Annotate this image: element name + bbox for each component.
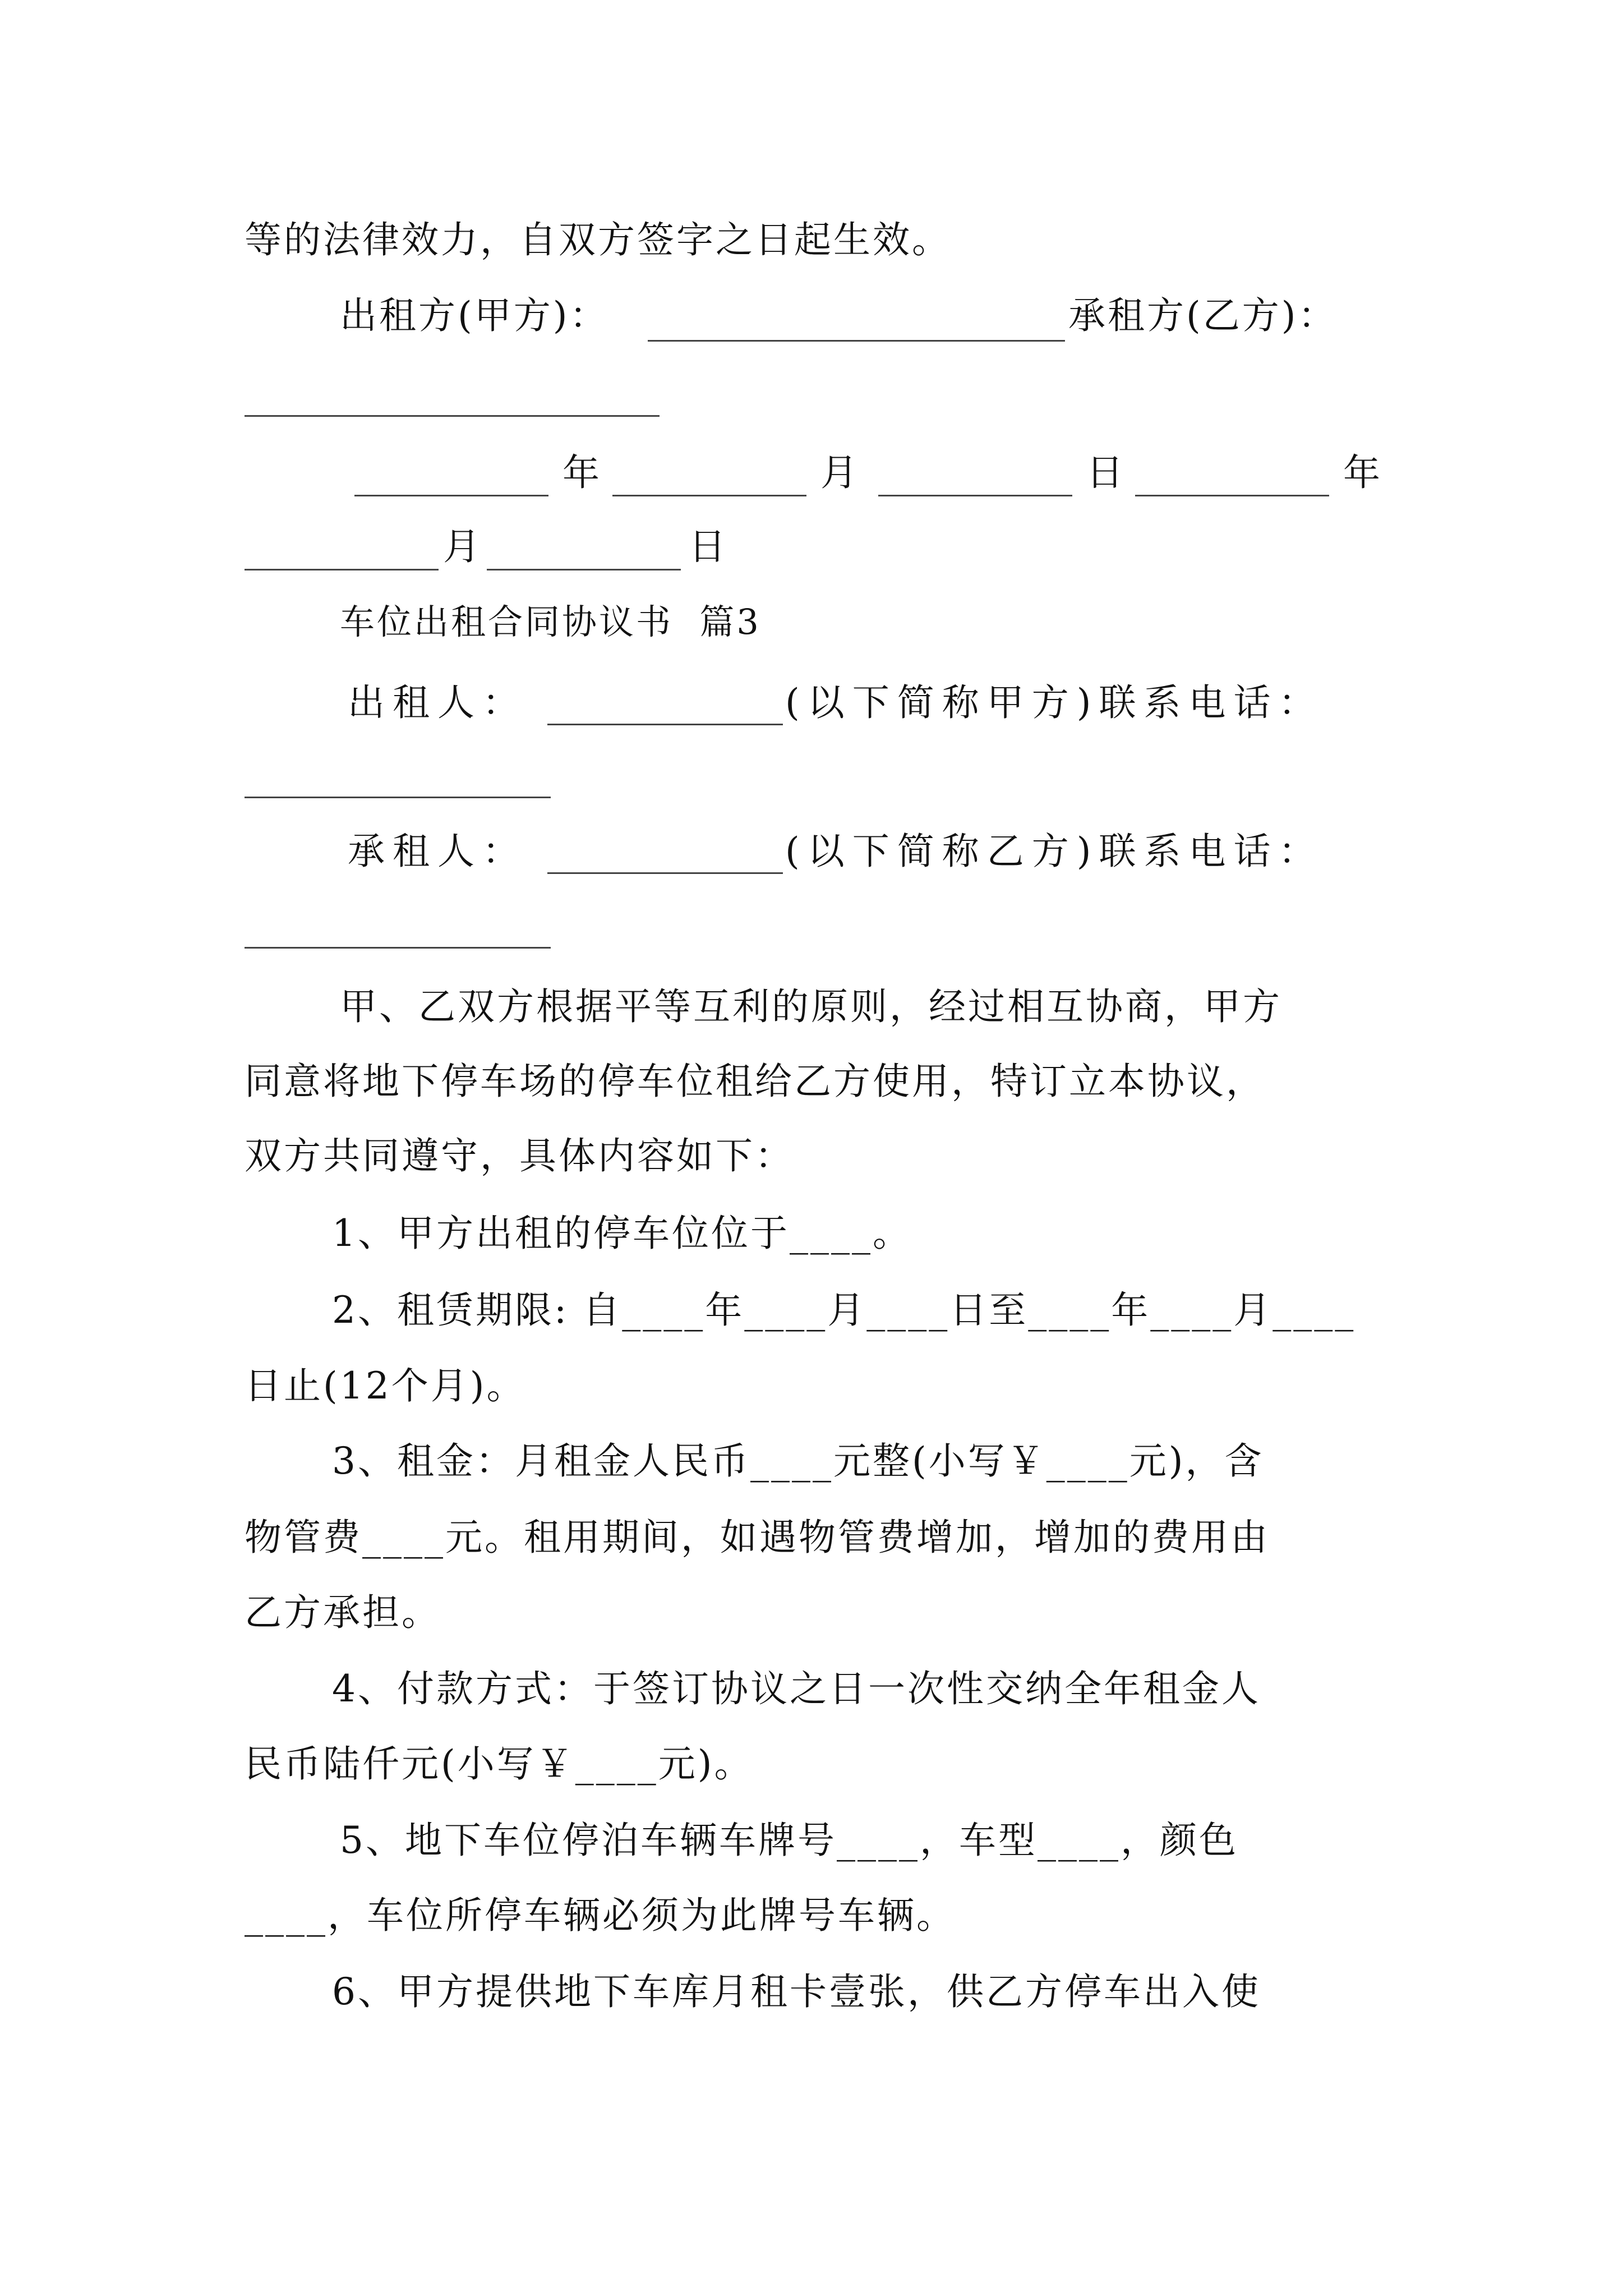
clause-3-cont-1: 物管费____元。租用期间，如遇物管费增加，增加的费用由 (245, 1516, 1270, 1559)
body-line-13: 双方共同遵守，具体内容如下： (245, 1134, 794, 1177)
clause-4-cont: 民币陆仟元(小写￥____元)。 (245, 1742, 754, 1786)
day-label-2: 日 (689, 525, 728, 568)
lessee-person-blank (547, 872, 783, 874)
year-label-2: 年 (1343, 451, 1382, 494)
clause-3: 3、租金：月租金人民币____元整(小写￥____元)，含 (332, 1439, 1264, 1483)
date-blank-6 (487, 569, 681, 570)
date-blank-3 (878, 495, 1072, 496)
lessor-person-label: 出租人： (348, 681, 527, 724)
clause-4: 4、付款方式：于签订协议之日一次性交纳全年租金人 (332, 1667, 1261, 1710)
clause-6: 6、甲方提供地下车库月租卡壹张，供乙方停车出入使 (332, 1970, 1261, 2013)
month-label-1: 月 (820, 451, 860, 494)
lessee-contact-label: (以下简称乙方)联系电话： (785, 830, 1324, 873)
lessee-person-label: 承租人： (348, 830, 527, 873)
lessor-label: 出租方(甲方)： (340, 294, 609, 337)
clause-2: 2、租赁期限: 自____年____月____日至____年____月____ (332, 1289, 1356, 1332)
date-blank-5 (245, 569, 439, 570)
lessor-contact-label: (以下简称甲方)联系电话： (785, 681, 1324, 724)
lessor-phone-blank (245, 797, 551, 798)
day-label-1: 日 (1086, 451, 1126, 494)
lessee-phone-blank (245, 947, 551, 949)
clause-1: 1、甲方出租的停车位位于____。 (332, 1212, 912, 1255)
year-label-1: 年 (562, 451, 602, 494)
date-blank-2 (612, 495, 806, 496)
date-blank-4 (1135, 495, 1329, 496)
section-heading: 车位出租合同协议书 篇3 (340, 601, 761, 642)
text-line-1: 等的法律效力，自双方签字之日起生效。 (245, 218, 951, 261)
lessee-label: 承租方(乙方)： (1068, 294, 1338, 337)
body-line-11: 甲、乙双方根据平等互利的原则，经过相互协商，甲方 (340, 985, 1282, 1028)
lessor-blank (648, 340, 1065, 342)
clause-3-cont-2: 乙方承担。 (245, 1591, 441, 1634)
month-label-2: 月 (443, 525, 482, 568)
clause-2-cont: 日止(12个月)。 (245, 1364, 526, 1407)
lessee-blank (245, 415, 660, 417)
body-line-12: 同意将地下停车场的停车位租给乙方使用，特订立本协议， (245, 1060, 1265, 1103)
lessor-person-blank (547, 724, 783, 725)
date-blank-1 (354, 495, 548, 496)
clause-5: 5、地下车位停泊车辆车牌号____，车型____，颜色 (340, 1819, 1238, 1862)
clause-5-cont: ____，车位所停车辆必须为此牌号车辆。 (245, 1894, 956, 1937)
